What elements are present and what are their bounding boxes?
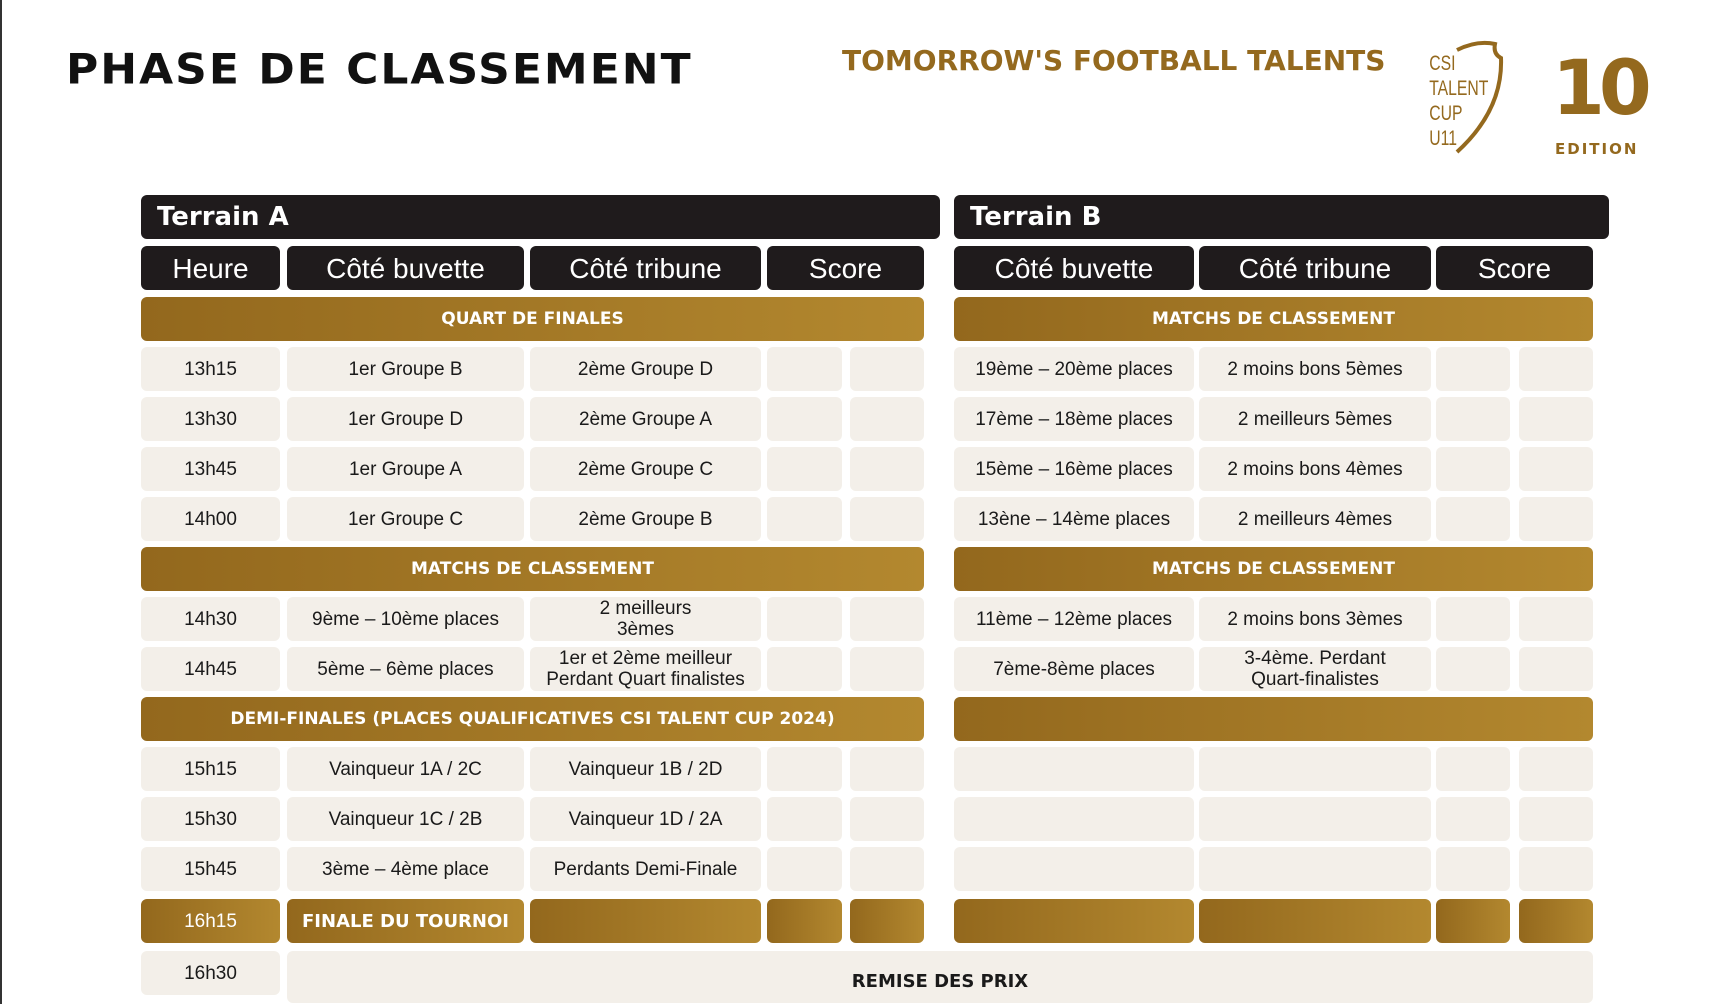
svg-text:U11: U11	[1429, 125, 1457, 150]
score-b-2[interactable]	[1519, 847, 1593, 891]
score-a-2[interactable]	[850, 797, 924, 841]
score-a-1[interactable]	[767, 797, 842, 841]
svg-text:10: 10	[1552, 43, 1646, 132]
team-b-tribune	[1199, 847, 1431, 891]
team-a-buvette: 1er Groupe C	[287, 497, 524, 541]
match-time: 14h00	[141, 497, 280, 541]
svg-text:TALENT: TALENT	[1429, 75, 1489, 100]
match-time: 15h30	[141, 797, 280, 841]
match-time: 13h15	[141, 347, 280, 391]
match-time: 13h45	[141, 447, 280, 491]
section-header-b: MATCHS DE CLASSEMENT	[954, 547, 1593, 591]
score-b-2[interactable]	[1519, 447, 1593, 491]
ceremony-time: 16h30	[141, 951, 280, 995]
team-b-buvette	[954, 797, 1194, 841]
page-title: PHASE DE CLASSEMENT	[66, 45, 693, 94]
score-b-1[interactable]	[1436, 447, 1510, 491]
col-header-a-score: Score	[767, 246, 924, 290]
svg-text:CUP: CUP	[1429, 100, 1463, 125]
team-a-tribune: Vainqueur 1B / 2D	[530, 747, 761, 791]
match-time: 15h15	[141, 747, 280, 791]
col-header-a-buvette: Côté buvette	[287, 246, 524, 290]
team-b-buvette	[954, 847, 1194, 891]
col-header-b-score: Score	[1436, 246, 1593, 290]
score-a-2[interactable]	[850, 397, 924, 441]
section-header-a: MATCHS DE CLASSEMENT	[141, 547, 924, 591]
final-cell	[1199, 899, 1431, 943]
score-a-2[interactable]	[850, 347, 924, 391]
team-b-tribune: 2 moins bons 3èmes	[1199, 597, 1431, 641]
final-cell	[767, 899, 842, 943]
section-header-b	[954, 697, 1593, 741]
score-a-2[interactable]	[850, 747, 924, 791]
final-cell	[1436, 899, 1510, 943]
terrain-b-header: Terrain B	[954, 195, 1609, 239]
score-a-2[interactable]	[850, 597, 924, 641]
score-a-1[interactable]	[767, 647, 842, 691]
team-b-tribune: 2 meilleurs 5èmes	[1199, 397, 1431, 441]
score-b-2[interactable]	[1519, 797, 1593, 841]
ceremony-label: REMISE DES PRIX	[287, 951, 1593, 1003]
tenth-edition-logo	[1552, 43, 1649, 158]
team-a-buvette: Vainqueur 1C / 2B	[287, 797, 524, 841]
section-header-a: DEMI-FINALES (PLACES QUALIFICATIVES CSI TALENT CUP 2024)	[141, 697, 924, 741]
team-a-tribune: 1er et 2ème meilleur Perdant Quart finalistes	[530, 647, 761, 691]
team-a-buvette: 1er Groupe B	[287, 347, 524, 391]
score-b-1[interactable]	[1436, 647, 1510, 691]
score-b-1[interactable]	[1436, 847, 1510, 891]
match-time: 14h30	[141, 597, 280, 641]
final-cell	[1519, 899, 1593, 943]
team-a-tribune: 2ème Groupe D	[530, 347, 761, 391]
team-a-tribune: 2ème Groupe C	[530, 447, 761, 491]
team-b-buvette: 13ène – 14ème places	[954, 497, 1194, 541]
team-a-tribune: 2ème Groupe B	[530, 497, 761, 541]
team-b-buvette: 15ème – 16ème places	[954, 447, 1194, 491]
score-b-2[interactable]	[1519, 497, 1593, 541]
score-b-2[interactable]	[1519, 597, 1593, 641]
team-b-buvette: 7ème-8ème places	[954, 647, 1194, 691]
score-b-2[interactable]	[1519, 347, 1593, 391]
section-header-a: QUART DE FINALES	[141, 297, 924, 341]
team-b-tribune: 3-4ème. Perdant Quart-finalistes	[1199, 647, 1431, 691]
score-b-2[interactable]	[1519, 747, 1593, 791]
score-b-1[interactable]	[1436, 497, 1510, 541]
team-b-tribune: 2 moins bons 5èmes	[1199, 347, 1431, 391]
team-a-tribune: Vainqueur 1D / 2A	[530, 797, 761, 841]
team-a-buvette: 1er Groupe D	[287, 397, 524, 441]
score-b-2[interactable]	[1519, 397, 1593, 441]
col-header-heure: Heure	[141, 246, 280, 290]
final-cell	[954, 899, 1194, 943]
team-a-buvette: 3ème – 4ème place	[287, 847, 524, 891]
team-b-tribune: 2 meilleurs 4èmes	[1199, 497, 1431, 541]
terrain-a-header: Terrain A	[141, 195, 940, 239]
team-b-buvette: 11ème – 12ème places	[954, 597, 1194, 641]
team-b-buvette: 19ème – 20ème places	[954, 347, 1194, 391]
score-a-2[interactable]	[850, 447, 924, 491]
score-a-1[interactable]	[767, 597, 842, 641]
score-a-1[interactable]	[767, 347, 842, 391]
score-b-1[interactable]	[1436, 597, 1510, 641]
team-b-tribune	[1199, 797, 1431, 841]
team-a-buvette: 5ème – 6ème places	[287, 647, 524, 691]
score-b-1[interactable]	[1436, 747, 1510, 791]
team-a-buvette: 9ème – 10ème places	[287, 597, 524, 641]
match-time: 14h45	[141, 647, 280, 691]
score-a-2[interactable]	[850, 647, 924, 691]
score-b-1[interactable]	[1436, 347, 1510, 391]
final-cell	[530, 899, 761, 943]
score-a-1[interactable]	[767, 847, 842, 891]
team-a-buvette: Vainqueur 1A / 2C	[287, 747, 524, 791]
col-header-b-buvette: Côté buvette	[954, 246, 1194, 290]
final-time: 16h15	[141, 899, 280, 943]
team-b-buvette	[954, 747, 1194, 791]
csi-talent-cup-logo	[1427, 40, 1687, 162]
final-cell	[850, 899, 924, 943]
score-a-1[interactable]	[767, 397, 842, 441]
team-b-tribune	[1199, 747, 1431, 791]
col-header-a-tribune: Côté tribune	[530, 246, 761, 290]
score-b-2[interactable]	[1519, 647, 1593, 691]
score-a-1[interactable]	[767, 497, 842, 541]
team-a-tribune: Perdants Demi-Finale	[530, 847, 761, 891]
team-a-tribune: 2 meilleurs 3èmes	[530, 597, 761, 641]
final-label: FINALE DU TOURNOI	[287, 899, 524, 943]
team-a-tribune: 2ème Groupe A	[530, 397, 761, 441]
match-time: 13h30	[141, 397, 280, 441]
score-a-1[interactable]	[767, 447, 842, 491]
tagline: TOMORROW'S FOOTBALL TALENTS	[842, 44, 1386, 77]
svg-text:EDITION: EDITION	[1555, 140, 1639, 158]
team-b-tribune: 2 moins bons 4èmes	[1199, 447, 1431, 491]
team-b-buvette: 17ème – 18ème places	[954, 397, 1194, 441]
match-time: 15h45	[141, 847, 280, 891]
score-b-1[interactable]	[1436, 797, 1510, 841]
score-b-1[interactable]	[1436, 397, 1510, 441]
section-header-b: MATCHS DE CLASSEMENT	[954, 297, 1593, 341]
score-a-2[interactable]	[850, 497, 924, 541]
svg-text:CSI: CSI	[1429, 50, 1456, 75]
score-a-2[interactable]	[850, 847, 924, 891]
score-a-1[interactable]	[767, 747, 842, 791]
col-header-b-tribune: Côté tribune	[1199, 246, 1431, 290]
team-a-buvette: 1er Groupe A	[287, 447, 524, 491]
